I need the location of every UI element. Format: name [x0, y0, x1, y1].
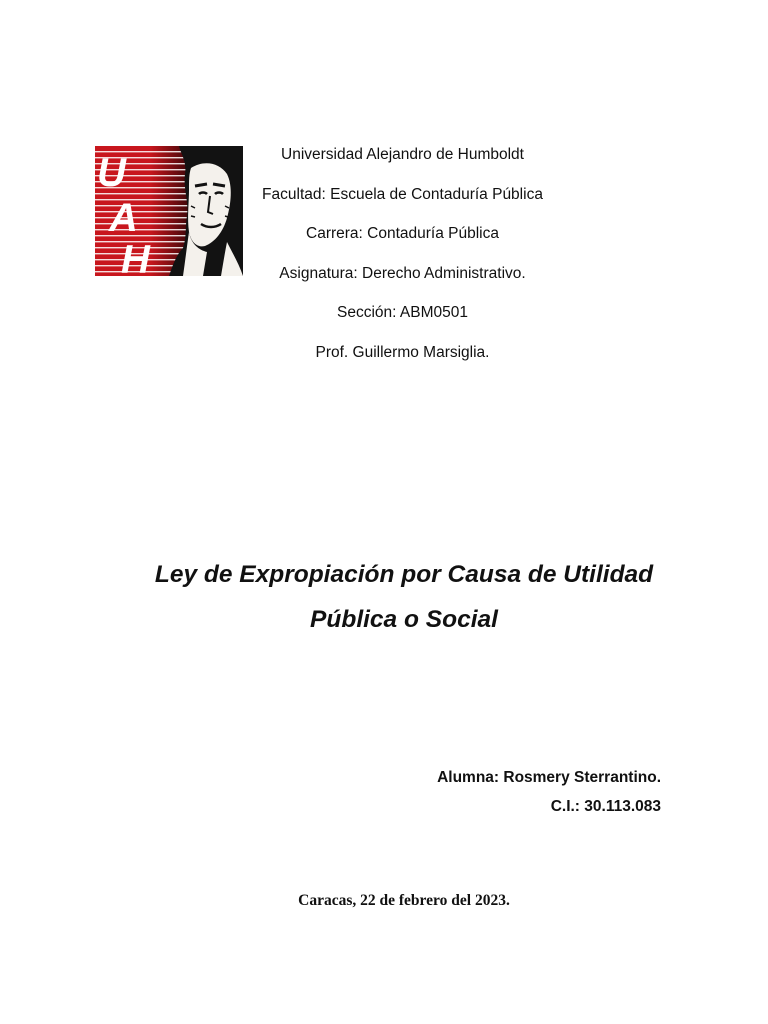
subject-line: Asignatura: Derecho Administrativo. [279, 264, 526, 282]
logo-letter-a: A [109, 196, 138, 240]
career-line: Carrera: Contaduría Pública [306, 225, 499, 242]
logo-letter-u: U [97, 151, 126, 195]
title-line-1: Ley de Expropiación por Causa de Utilidad [154, 561, 654, 588]
university-name: Universidad Alejandro de Humboldt [281, 146, 524, 163]
title-line-2: Pública o Social [310, 606, 498, 633]
document-title [84, 552, 724, 642]
student-name: Alumna: Rosmery Sterrantino. [437, 769, 661, 786]
student-info [437, 763, 661, 821]
professor-line: Prof. Guillermo Marsiglia. [315, 343, 490, 361]
faculty-line: Facultad: Escuela de Contaduría Pública [262, 185, 543, 203]
logo-letter-h: H [121, 238, 150, 276]
student-id: C.I.: 30.113.083 [550, 798, 661, 815]
section-line: Sección: ABM0501 [337, 304, 468, 321]
place-date: Caracas, 22 de febrero del 2023. [298, 892, 510, 909]
institution-header [200, 145, 605, 382]
